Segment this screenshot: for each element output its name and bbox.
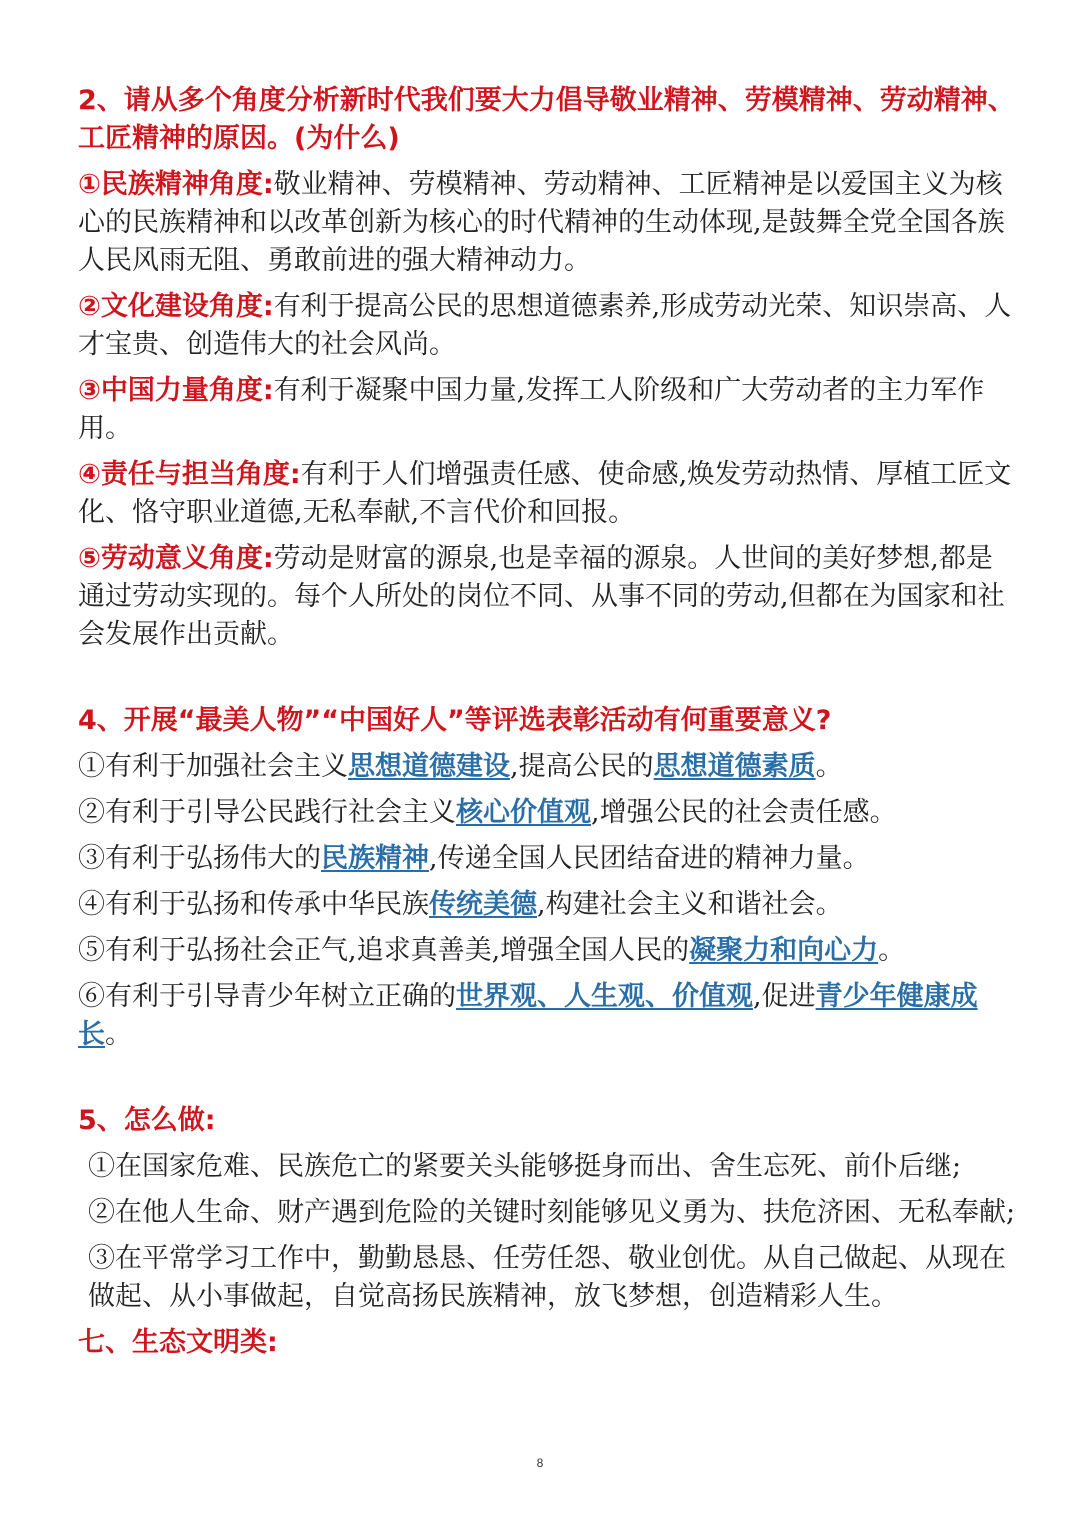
item-text: 有利于提高公民的思想道德素养,形成劳动光荣、知识崇高、人才宝贵、创造伟大的社会风尚。 (78, 291, 1012, 360)
item-text: ⑤有利于弘扬社会正气,追求真善美,增强全国人民的 (78, 935, 690, 966)
section-4-item (78, 978, 1018, 1054)
item-text: ,促进 (753, 981, 816, 1012)
item-text: ①有利于加强社会主义 (78, 751, 348, 782)
item-text: ,传递全国人民团结奋进的精神力量。 (429, 843, 870, 874)
item-text: 有利于凝聚中国力量,发挥工人阶级和广大劳动者的主力军作用。 (78, 375, 985, 444)
section-spacer (78, 1054, 1018, 1102)
page-number: 8 (536, 1456, 544, 1470)
section-4-item (78, 840, 1018, 878)
section-4-item (78, 748, 1018, 786)
document-content (78, 82, 1018, 1362)
item-text: ,增强公民的社会责任感。 (591, 797, 897, 828)
keyword-link[interactable]: 青少年健康成长 (78, 981, 978, 1050)
item-text: 。 (878, 935, 906, 966)
section-7-heading: 七、生态文明类: (78, 1327, 278, 1358)
item-label: ②文化建设角度: (78, 291, 274, 322)
item-text: ,提高公民的 (510, 751, 654, 782)
item-text: 有利于人们增强责任感、使命感,焕发劳动热情、厚植工匠文化、恪守职业道德,无私奉献,不言代价和回报。 (78, 459, 1012, 528)
keyword-link[interactable]: 传统美德 (429, 889, 537, 920)
item-text: ③有利于弘扬伟大的 (78, 843, 321, 874)
item-text: ⑥有利于引导青少年树立正确的 (78, 981, 456, 1012)
section-2-item (78, 456, 1018, 532)
section-5-heading: 5、怎么做: (78, 1105, 216, 1136)
keyword-link[interactable]: 思想道德建设 (348, 751, 510, 782)
item-text: 。 (105, 1019, 132, 1050)
section-2-item (78, 372, 1018, 448)
item-label: ③中国力量角度: (78, 375, 274, 406)
section-4-item (78, 886, 1018, 924)
section-spacer (78, 654, 1018, 702)
item-text: 敬业精神、劳模精神、劳动精神、工匠精神是以爱国主义为核心的民族精神和以改革创新为核心的时代精神的生动体现,是鼓舞全党全国各族人民风雨无阻、勇敢前进的强大精神动力。 (78, 169, 1005, 276)
item-text: 劳动是财富的源泉,也是幸福的源泉。人世间的美好梦想,都是通过劳动实现的。每个人所处的岗位不同、从事不同的劳动,但都在为国家和社会发展作出贡献。 (78, 543, 1005, 650)
section-2-item (78, 288, 1018, 364)
keyword-link[interactable]: 世界观、人生观、价值观 (456, 981, 753, 1012)
section-5-item: ②在他人生命、财产遇到危险的关键时刻能够见义勇为、扶危济困、无私奉献; (88, 1197, 1016, 1228)
item-text: ②有利于引导公民践行社会主义 (78, 797, 456, 828)
section-4-item (78, 794, 1018, 832)
keyword-link[interactable]: 凝聚力和向心力 (689, 935, 879, 966)
section-4-heading: 4、开展“最美人物”“中国好人”等评选表彰活动有何重要意义? (78, 705, 832, 736)
section-5-item: ③在平常学习工作中，勤勤恳恳、任劳任怨、敬业创优。从自己做起、从现在做起、从小事做起，自觉高扬民族精神，放飞梦想，创造精彩人生。 (88, 1243, 1006, 1312)
section-2-item (78, 540, 1018, 654)
item-text: ④有利于弘扬和传承中华民族 (78, 889, 429, 920)
item-text: ,构建社会主义和谐社会。 (537, 889, 843, 920)
section-2-item (78, 166, 1018, 280)
keyword-link[interactable]: 思想道德素质 (653, 751, 816, 782)
item-label: ⑤劳动意义角度: (78, 543, 274, 574)
section-5-item: ①在国家危难、民族危亡的紧要关头能够挺身而出、舍生忘死、前仆后继; (88, 1151, 962, 1182)
item-label: ④责任与担当角度: (78, 459, 301, 490)
keyword-link[interactable]: 核心价值观 (456, 797, 591, 828)
section-2-heading: 2、请从多个角度分析新时代我们要大力倡导敬业精神、劳模精神、劳动精神、工匠精神的原因。(为什么) (78, 85, 1015, 154)
item-label: ①民族精神角度: (78, 169, 274, 200)
item-text: 。 (815, 751, 843, 782)
keyword-link[interactable]: 民族精神 (321, 843, 429, 874)
section-4-item (78, 932, 1018, 970)
